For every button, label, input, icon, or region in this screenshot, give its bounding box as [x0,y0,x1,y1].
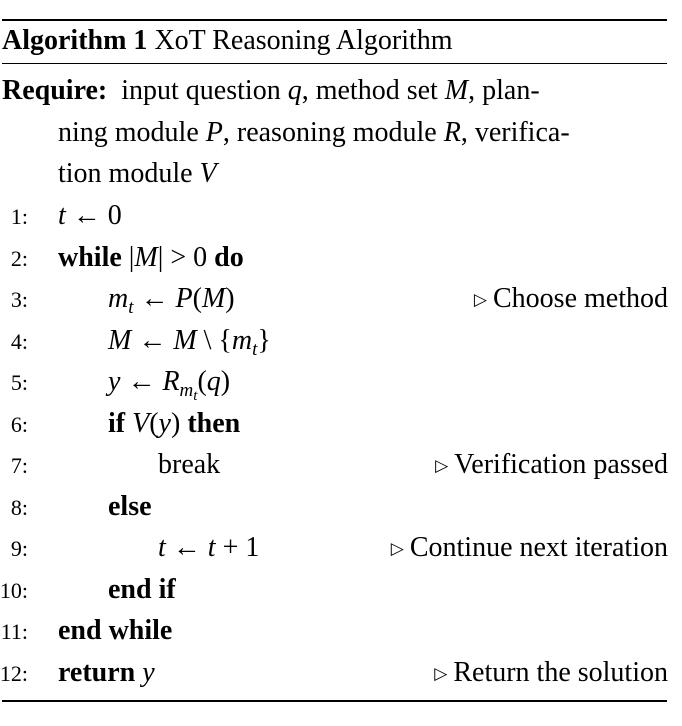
line-number: 2: [10,246,28,271]
require-keyword: Require: [2,75,108,106]
line-code: y ← $R_{m_t}(q)$ [108,366,231,404]
line-number: 7: [10,453,28,478]
line-number: 3: [10,287,28,312]
comment-triangle-icon: ▷ [434,664,448,683]
line-code: t ← t + 1 [158,532,260,563]
require-line-1 [2,74,540,108]
line-code: if V(y) then [108,408,241,439]
bottom-rule [2,700,667,702]
line-code: while |M| > 0 do [58,242,244,273]
line-code: $m_t$ ← P(M) [108,283,235,318]
line-code: return y [58,657,155,688]
require-line-3: tion module V [58,158,217,189]
line-code: M ← M \ $\{m_t\}$ [108,325,271,360]
algorithm-title: XoT Reasoning Algorithm [154,25,453,56]
comment-triangle-icon: ▷ [390,539,404,558]
algorithm-line-2 [0,238,668,278]
line-number: 6: [10,412,28,437]
algorithm-line-7 [0,445,668,485]
line-code: end while [58,615,173,646]
line-number: 11: [0,619,28,644]
caption-rule [2,63,667,64]
require-text-1: input question q, method set M, plan- [114,75,540,106]
line-comment: ▷ Return the solution [434,657,668,688]
line-number: 10: [0,578,28,603]
line-comment: ▷ Verification passed [435,449,668,480]
line-code: end if [108,574,176,605]
top-rule [2,19,667,21]
line-code: else [108,491,152,522]
algorithm-line-11 [0,611,668,651]
algorithm-label: Algorithm 1 [2,25,148,56]
algorithm-line-12 [0,653,668,693]
line-comment: ▷ Choose method [473,283,668,314]
line-number: 12: [0,661,28,686]
require-line-2: ning module P, reasoning module R, verifica- [58,117,570,148]
algorithm-line-9 [0,528,668,568]
comment-triangle-icon: ▷ [435,456,449,475]
algorithm-line-10 [0,570,668,610]
comment-triangle-icon: ▷ [473,290,487,309]
algorithm-line-3 [0,279,668,319]
line-number: 5: [10,370,28,395]
algorithm-caption [2,24,453,58]
line-number: 4: [10,329,28,354]
algorithm-line-1 [0,196,668,236]
line-comment: ▷ Continue next iteration [390,532,668,563]
line-number: 8: [10,495,28,520]
algorithm-line-4 [0,321,668,361]
algorithm-line-5 [0,362,668,402]
algorithm-line-6 [0,404,668,444]
algorithm-line-8 [0,487,668,527]
line-code: t ← 0 [58,200,122,231]
line-number: 1: [10,204,28,229]
line-code: break [158,449,221,480]
line-number: 9: [10,536,28,561]
